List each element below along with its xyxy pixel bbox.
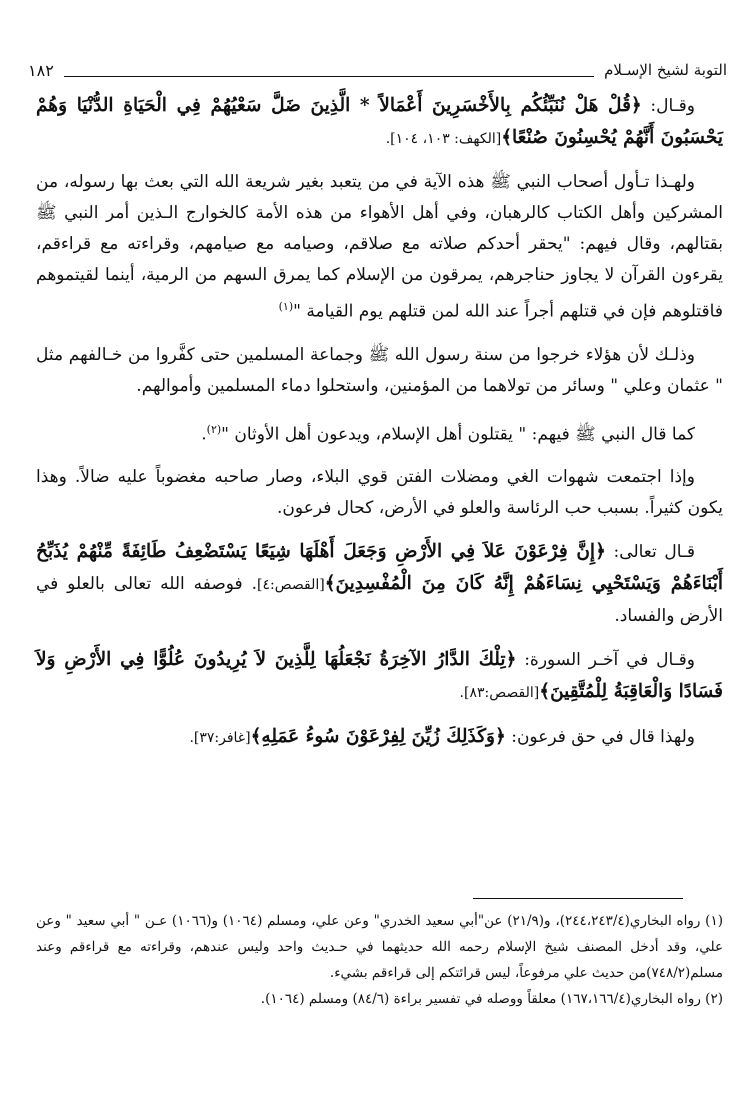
footnote-1: (١) رواه البخاري(٢٤٤،٢٤٣/٤)، و(٢١/٩) عن"أبي سعيد الخدري" وعن علي، ومسلم (١٠٦٤) و(١٠٦٦) عـن " أبي سعيد " وعن علي، وقد أدخل المصنف شيخ الإسلام رحمه الله حديثهما في حـديث واحد وليس عندهم، وقراءته مع قراءقم وعند مسلم(٧٤٨/٢)من حديث علي مرفوعاً، ليس قرائتكم إلى قراءقم بشيء. [36, 913, 723, 981]
paragraph-tail: . [201, 424, 207, 445]
paragraph-lead: قـال تعالى: [605, 542, 695, 563]
paragraph-text: ولهـذا تـأول أصحاب النبي ﷺ هذه الآية في من يتعبد بغير شريعة الله التي بعث بها رسوله، من المشركين وأهل الكتاب كالرهبان، وفي أهل الأهواء من هذه الأمة كالخوارج الـذين أمر النبي ﷺ بقتالهم، وقال فيهم: "يحقر أحدكم صلاته مع صلاقم، وصيامه مع صيامهم، وقراءته مع قراءقم، يقرءون القرآن لا يجاوز حناجرهم، يمرقون من الإسلام كما يمرق السهم من الرمية، أينما لقيتموهم فاقتلوهم فإن في قتلهم أجراً عند الله لمن قتلهم يوم القيامة " [36, 172, 723, 322]
paragraph-tail: . فوصفه الله تعالى بالعلو في الأرض والفساد. [36, 574, 723, 627]
paragraph-text: كما قال النبي ﷺ فيهم: " يقتلون أهل الإسلام، ويدعون أهل الأوثان " [221, 424, 695, 445]
paragraph-lead: ولهذا قال في حق فرعون: [505, 727, 695, 748]
paragraph-lead: وقـال: [641, 96, 695, 116]
verse-reference: [الكهف: ١٠٣، ١٠٤]. [385, 131, 502, 147]
paragraph-khawarij [36, 167, 723, 328]
paragraph-fitan [36, 462, 723, 524]
quran-verse: ﴿تِلْكَ الدَّارُ الآخِرَةُ نَجْعَلُهَا لِلَّذِينَ لاَ يُرِيدُونَ عُلُوًّا فِي الأَرْضِ وَلاَ فَسَادًا وَالْعَاقِبَةُ لِلْمُتَّقِينَ﴾ [36, 649, 723, 703]
running-title: التوبة لشيخ الإسـلام [604, 61, 727, 79]
paragraph-text: وذلـك لأن هؤلاء خرجوا من سنة رسول الله ﷺ وجماعة المسلمين حتى كفَّروا من خـالفهم مثل " عثمان وعلي " وسائر من تولاهما من المؤمنين، واستحلوا دماء المسلمين وأموالهم. [36, 344, 723, 396]
paragraph-quran-kahf [36, 90, 723, 155]
page-number: ١٨٢ [28, 60, 54, 80]
footnotes [36, 908, 723, 1012]
page-header [28, 56, 727, 84]
footnote-marker: (٢) [206, 422, 222, 436]
paragraph-quran-qasas-83 [36, 644, 723, 709]
footnote-2: (٢) رواه البخاري(١٦٧،١٦٦/٤) معلقاً ووصله في تفسير براءة (٨٤/٦) ومسلم (١٠٦٤). [260, 991, 723, 1007]
quran-verse: ﴿قُلْ هَلْ نُنَبِّئُكُم بِالأَخْسَرِينَ أَعْمَالاً * الَّذِينَ ضَلَّ سَعْيُهُمْ فِي الْحَيَاةِ الدُّنْيَا وَهُمْ يَحْسَبُونَ أَنَّهُمْ يُحْسِنُونَ صُنْعًا﴾ [36, 95, 723, 148]
paragraph-quran-qasas-4 [36, 536, 723, 632]
paragraph-sunnah [36, 340, 723, 402]
paragraph-text: وإذا اجتمعت شهوات الغي ومضلات الفتن قوي البلاء، وصار صاحبه مغضوباً عليه ضالاً. وهذا يكون كثيراً. بسبب حب الرئاسة والعلو في الأرض، كحال فرعون. [36, 467, 723, 519]
verse-reference: [غافر:٣٧]. [189, 730, 251, 747]
quran-verse: ﴿إِنَّ فِرْعَوْنَ عَلاَ فِي الأَرْضِ وَجَعَلَ أَهْلَهَا شِيَعًا يَسْتَضْعِفُ طَائِفَةً مِّنْهُمْ يُذَبِّحُ أَبْنَاءَهُمْ وَيَسْتَحْيِي نِسَاءَهُمْ إِنَّهُ كَانَ مِنَ الْمُفْسِدِينَ﴾ [36, 541, 724, 595]
header-rule [64, 64, 594, 77]
verse-reference: [القصص:٤] [256, 577, 325, 594]
quran-verse: ﴿وَكَذَلِكَ زُيِّنَ لِفِرْعَوْنَ سُوءُ عَمَلِهِ﴾ [250, 726, 506, 748]
paragraph-hadith [36, 414, 723, 451]
footnote-separator [473, 898, 683, 899]
paragraph-quran-ghafir [36, 721, 723, 754]
paragraph-lead: وقـال في آخـر السورة: [516, 650, 695, 671]
footnote-marker: (١) [278, 300, 294, 313]
main-text [36, 90, 723, 766]
verse-reference: [القصص:٨٣]. [459, 685, 540, 702]
